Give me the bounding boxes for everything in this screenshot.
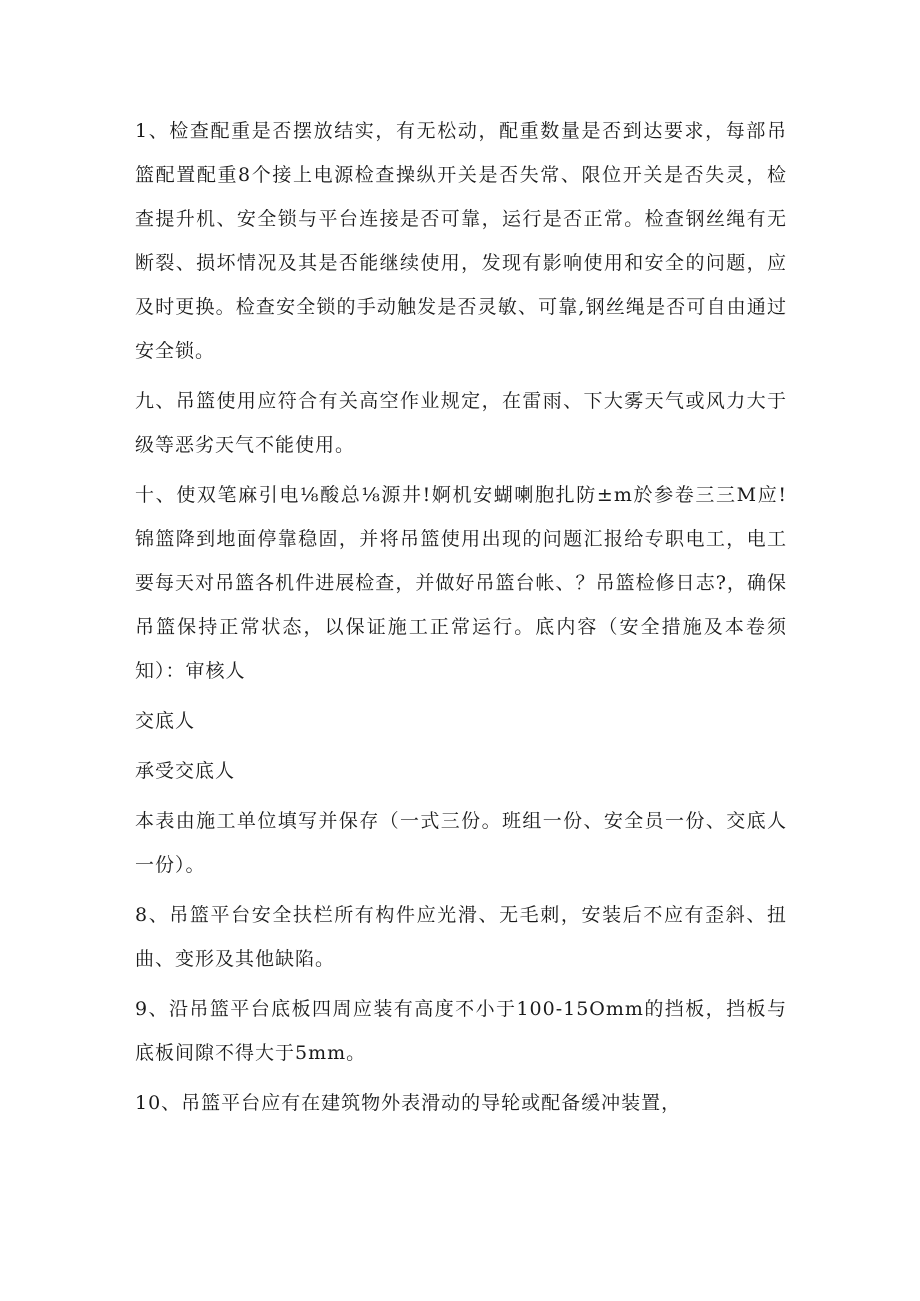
- paragraph-10-after-use: 十、使双笔麻引电⅛酸总⅛源井!婀机安蝴喇胞扎防±m於参卷三三M应!锦篮降到地面停靠稳固，并将吊篮使用出现的问题汇报给专职电工，电工要每天对吊篮各机件进展检查，并做好吊篮台帐、？吊篮检修日志?，确保吊篮保持正常状态，以保证施工正常运行。底内容（安全措施及本卷须知）：审核人: [135, 484, 787, 682]
- paragraph-8-guardrail: 8、吊篮平台安全扶栏所有构件应光滑、无毛刺，安装后不应有歪斜、扭曲、变形及其他缺陷。: [135, 904, 787, 970]
- label-presenter: 交底人: [135, 710, 196, 732]
- label-receiver: 承受交底人: [135, 760, 236, 782]
- paragraph-10-guide-wheels: 10、吊篮平台应有在建筑物外表滑动的导轮或配备缓冲装置，: [135, 1092, 682, 1114]
- paragraph-9-baseboard: 9、沿吊篮平台底板四周应装有高度不小于100-15Omm的挡板，挡板与底板间隙不得大于5mm。: [135, 998, 787, 1064]
- paragraph-9-weather-rules: 九、吊篮使用应符合有关高空作业规定，在雷雨、下大雾天气或风力大于级等恶劣天气不能使用。: [135, 390, 787, 456]
- paragraph-form-note: 本表由施工单位填写并保存（一式三份。班组一份、安全员一份、交底人一份）。: [135, 810, 787, 876]
- document-body: [135, 109, 787, 1131]
- paragraph-1-check-counterweight: 1、检查配重是否摆放结实，有无松动，配重数量是否到达要求，每部吊篮配置配重8个接上电源检查操纵开关是否失常、限位开关是否失灵，检查提升机、安全锁与平台连接是否可靠，运行是否正常。检查钢丝绳有无断裂、损坏情况及其是否能继续使用，发现有影响使用和安全的问题，应及时更换。检查安全锁的手动触发是否灵敏、可靠,钢丝绳是否可自由通过安全锁。: [135, 120, 787, 362]
